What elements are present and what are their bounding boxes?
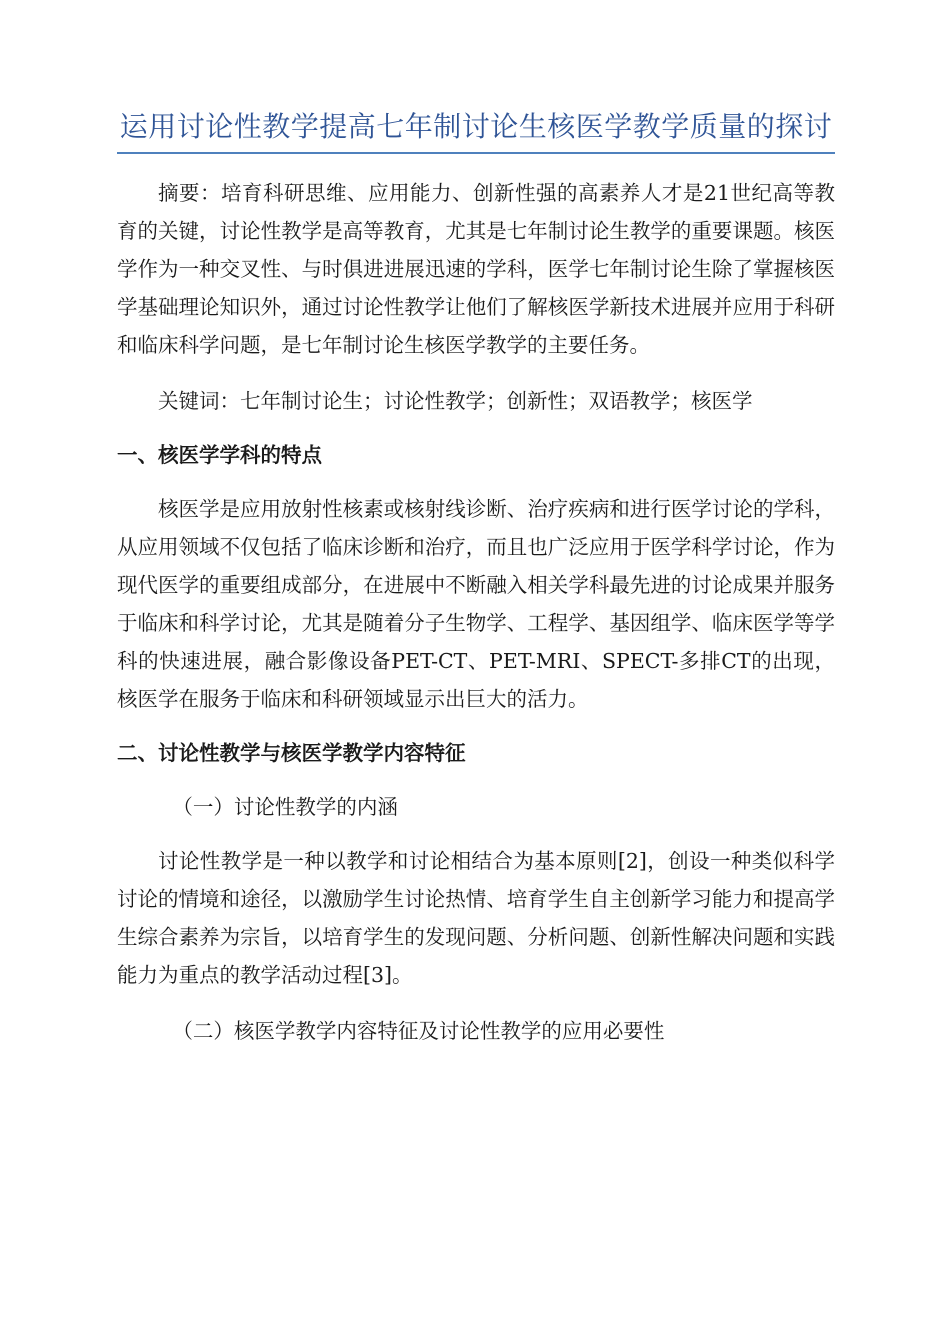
section-2-subheading-1: （一）讨论性教学的内涵: [172, 795, 398, 819]
section-2-heading: 二、讨论性教学与核医学教学内容特征: [117, 741, 466, 765]
keywords-line: 关键词：七年制讨论生；讨论性教学；创新性；双语教学；核医学: [158, 389, 753, 413]
spacer: [117, 994, 835, 1012]
abstract-paragraph: 摘要：培育科研思维、应用能力、创新性强的高素养人才是21世纪高等教育的关键，讨论性教学是高等教育，尤其是七年制讨论生教学的重要课题。核医学作为一种交叉性、与时俱进进展迅速的学科，医学七年制讨论生除了掌握核医学基础理论知识外，通过讨论性教学让他们了解核医学新技术进展并应用于科研和临床科学问题，是七年制讨论生核医学教学的主要任务。: [117, 181, 835, 357]
section-2-subheading-2: （二）核医学教学内容特征及讨论性教学的应用必要性: [172, 1019, 665, 1043]
section-1-heading: 一、核医学学科的特点: [117, 443, 322, 467]
document-title: 运用讨论性教学提高七年制讨论生核医学教学质量的探讨: [117, 108, 835, 154]
spacer: [117, 826, 835, 842]
document-page: [117, 108, 835, 1050]
section-2-paragraph-1: 讨论性教学是一种以教学和讨论相结合为基本原则[2]，创设一种类似科学讨论的情境和途径，以激励学生讨论热情、培育学生自主创新学习能力和提高学生综合素养为宗旨，以培育学生的发现问题、分析问题、创新性解决问题和实践能力为重点的教学活动过程[3]。: [117, 849, 835, 987]
section-1-paragraph: 核医学是应用放射性核素或核射线诊断、治疗疾病和进行医学讨论的学科，从应用领域不仅包括了临床诊断和治疗，而且也广泛应用于医学科学讨论，作为现代医学的重要组成部分，在进展中不断融入相关学科最先进的讨论成果并服务于临床和科学讨论，尤其是随着分子生物学、工程学、基因组学、临床医学等学科的快速进展，融合影像设备PET-CT、PET-MRI、SPECT-多排CT的出现，核医学在服务于临床和科研领域显示出巨大的活力。: [117, 497, 835, 711]
